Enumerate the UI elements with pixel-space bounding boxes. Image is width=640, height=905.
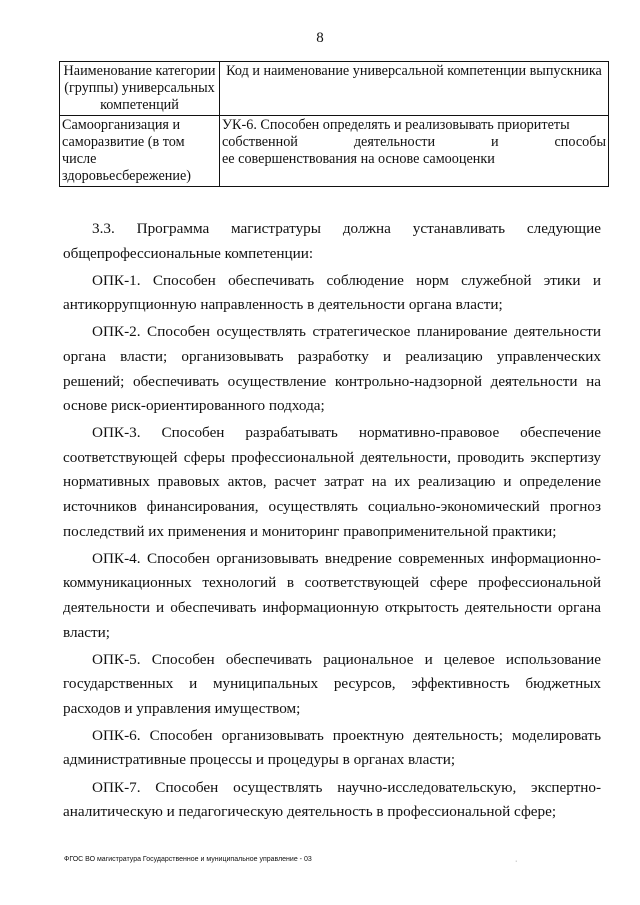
- table-row: [60, 116, 609, 187]
- competence-line: ее совершенствования на основе самооценки: [222, 151, 495, 167]
- paragraph: ОПК-1. Способен обеспечивать соблюдение норм служебной этики и антикоррупционную направленность в деятельности органа власти;: [63, 271, 601, 314]
- paragraph: ОПК-7. Способен осуществлять научно-исследовательскую, экспертно-аналитическую и педагогическую деятельность в профессиональной сфере;: [63, 778, 601, 821]
- paragraph: ОПК-2. Способен осуществлять стратегическое планирование деятельности органа власти; организовывать разработку и реализацию управленческих решений; обеспечивать осуществление контрольно-надзорной деятельности на основе риск-ориентированного подхода;: [63, 323, 601, 415]
- table-header-row: [60, 62, 609, 116]
- paragraph: ОПК-6. Способен организовывать проектную деятельность; моделировать административные процессы и процедуры в органах власти;: [63, 726, 601, 769]
- row-category: Самоорганизация и саморазвитие (в том числе здоровьесбережение): [60, 116, 220, 187]
- competence-table: [59, 61, 609, 187]
- page-number: 8: [316, 30, 324, 46]
- competence-line: собственной деятельности и способы: [222, 134, 606, 150]
- header-competence: Код и наименование универсальной компетенции выпускника: [220, 62, 609, 116]
- corner-mark: ·: [515, 858, 518, 865]
- document-body: [63, 217, 601, 827]
- paragraph: 3.3. Программа магистратуры должна устанавливать следующие общепрофессиональные компетенции:: [63, 220, 601, 262]
- header-category: Наименование категории (группы) универсальных компетенций: [60, 62, 220, 116]
- competence-line: УК-6. Способен определять и реализовывать приоритеты: [222, 117, 570, 133]
- paragraph: ОПК-4. Способен организовывать внедрение современных информационно-коммуникационных технологий в соответствующей сфере профессиональной деятельности и обеспечивать информационную открытость деятельности органа власти;: [63, 549, 601, 641]
- paragraph: ОПК-5. Способен обеспечивать рациональное и целевое использование государственных и муниципальных ресурсов, эффективность бюджетных расходов и управления имуществом;: [63, 650, 601, 717]
- paragraph: ОПК-3. Способен разрабатывать нормативно-правовое обеспечение соответствующей сферы профессиональной деятельности, проводить экспертизу нормативных правовых актов, расчет затрат на их реализацию и определение источников финансирования, осуществлять социально-экономический прогноз последствий их применения и мониторинг правоприменительной практики;: [63, 424, 601, 540]
- row-competence: [220, 116, 609, 187]
- footer-text: ФГОС ВО магистратура Государственное и муниципальное управление - 03: [64, 856, 312, 863]
